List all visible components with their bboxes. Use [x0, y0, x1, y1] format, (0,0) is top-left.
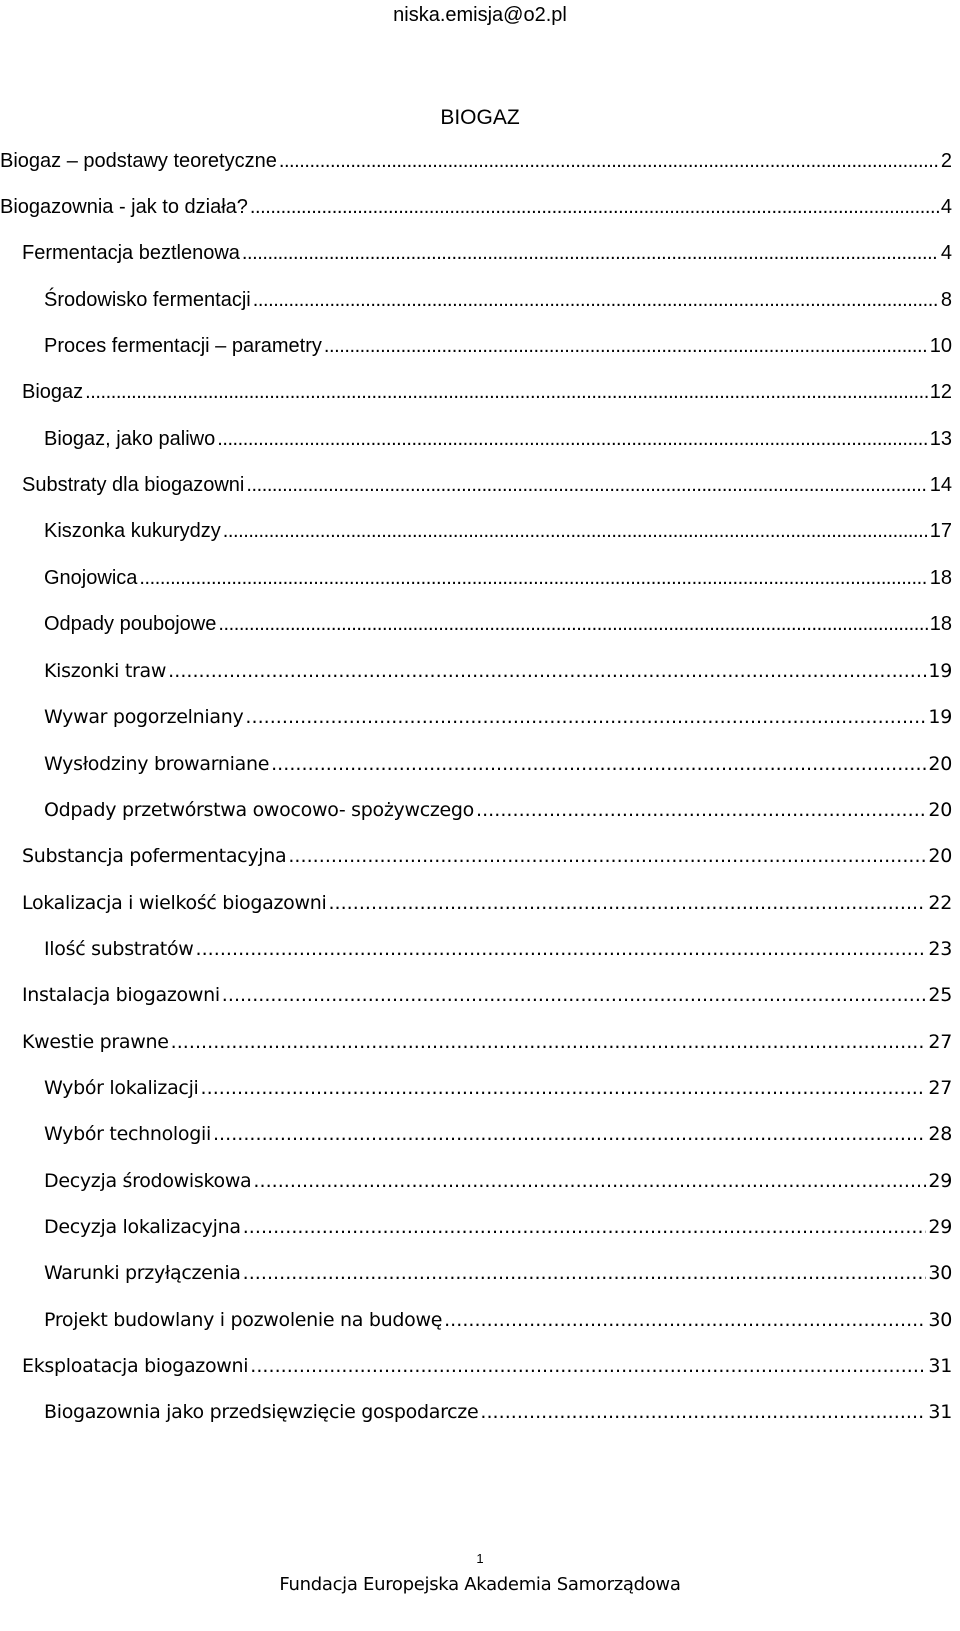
- toc-entry-title: Biogaz, jako paliwo: [44, 427, 216, 450]
- toc-entry-title: Biogaz: [22, 381, 84, 404]
- toc-entry[interactable]: [0, 277, 960, 323]
- document-title: BIOGAZ: [440, 106, 520, 129]
- toc-entry-title: Kiszonka kukurydzy: [44, 520, 221, 543]
- toc-entry[interactable]: [0, 880, 960, 926]
- toc-entry-page: 4: [940, 196, 952, 219]
- toc-entry-page: 18: [929, 613, 952, 636]
- toc-dot-leader: [279, 150, 939, 173]
- toc-entry[interactable]: [0, 694, 960, 740]
- toc-entry-page: 19: [928, 706, 952, 729]
- toc-entry[interactable]: [0, 462, 960, 508]
- toc-dot-leader: [213, 1123, 926, 1145]
- toc-entry-page: 12: [929, 381, 952, 404]
- toc-entry[interactable]: [0, 184, 960, 230]
- toc-dot-leader: [288, 845, 926, 867]
- toc-entry-title: Środowisko fermentacji: [44, 288, 251, 311]
- toc-entry[interactable]: [0, 416, 960, 462]
- toc-dot-leader: [243, 1262, 927, 1284]
- toc-dot-leader: [201, 1077, 927, 1099]
- toc-entry-page: 31: [928, 1401, 952, 1424]
- toc-entry-page: 20: [928, 752, 952, 775]
- toc-dot-leader: [476, 799, 926, 821]
- toc-entry[interactable]: [0, 1343, 960, 1389]
- toc-dot-leader: [444, 1309, 926, 1331]
- toc-entry-title: Wywar pogorzelniany: [44, 706, 244, 729]
- toc-entry[interactable]: [0, 231, 960, 277]
- toc-entry-page: 18: [929, 566, 952, 589]
- toc-dot-leader: [85, 381, 928, 404]
- toc-entry[interactable]: [0, 926, 960, 972]
- toc-entry-title: Biogazownia - jak to działa?: [0, 196, 248, 219]
- toc-entry-page: 2: [940, 149, 952, 172]
- toc-entry-page: 20: [928, 845, 952, 868]
- toc-dot-leader: [245, 706, 926, 728]
- toc-entry[interactable]: [0, 1065, 960, 1111]
- toc-entry-title: Substraty dla biogazowni: [22, 474, 245, 497]
- toc-entry-page: 13: [929, 427, 952, 450]
- footer-page-number: 1: [476, 1551, 484, 1566]
- toc-entry[interactable]: [0, 509, 960, 555]
- toc-entry-title: Decyzja lokalizacyjna: [44, 1216, 241, 1239]
- toc-dot-leader: [223, 520, 928, 543]
- toc-entry-page: 28: [928, 1123, 952, 1146]
- toc-entry[interactable]: [0, 1204, 960, 1250]
- toc-dot-leader: [250, 1355, 926, 1377]
- toc-entry[interactable]: [0, 1158, 960, 1204]
- toc-entry-page: 25: [928, 984, 952, 1007]
- footer-organization: Fundacja Europejska Akademia Samorządowa: [279, 1574, 681, 1595]
- toc-entry[interactable]: [0, 1111, 960, 1157]
- toc-dot-leader: [168, 660, 926, 682]
- toc-entry-page: 17: [929, 520, 952, 543]
- toc-entry-page: 4: [940, 242, 952, 265]
- toc-entry-page: 29: [928, 1169, 952, 1192]
- toc-entry-title: Gnojowica: [44, 566, 138, 589]
- toc-entry-page: 22: [928, 891, 952, 914]
- toc-entry-title: Odpady poubojowe: [44, 613, 217, 636]
- toc-entry-page: 20: [928, 798, 952, 821]
- toc-entry[interactable]: [0, 740, 960, 786]
- toc-dot-leader: [139, 567, 927, 590]
- toc-entry[interactable]: [0, 370, 960, 416]
- toc-dot-leader: [250, 196, 939, 219]
- toc-entry[interactable]: [0, 555, 960, 601]
- toc-entry[interactable]: [0, 833, 960, 879]
- toc-entry-page: 19: [928, 659, 952, 682]
- toc-entry-page: 8: [940, 288, 952, 311]
- toc-entry-title: Biogaz – podstawy teoretyczne: [0, 149, 277, 172]
- toc-dot-leader: [324, 335, 928, 358]
- toc-entry[interactable]: [0, 1297, 960, 1343]
- toc-entry-page: 29: [928, 1216, 952, 1239]
- toc-entry-title: Fermentacja beztlenowa: [22, 242, 240, 265]
- toc-dot-leader: [242, 242, 939, 265]
- toc-entry-page: 27: [928, 1030, 952, 1053]
- toc-entry-title: Proces fermentacji – parametry: [44, 335, 322, 358]
- toc-dot-leader: [246, 474, 927, 497]
- toc-entry[interactable]: [0, 1019, 960, 1065]
- toc-entry-title: Wybór technologii: [44, 1123, 211, 1146]
- toc-entry-page: 27: [928, 1077, 952, 1100]
- toc-dot-leader: [171, 1031, 927, 1053]
- toc-entry-page: 31: [928, 1355, 952, 1378]
- toc-entry-title: Wybór lokalizacji: [44, 1077, 199, 1100]
- toc-entry-title: Wysłodziny browarniane: [44, 752, 270, 775]
- toc-entry-title: Warunki przyłączenia: [44, 1262, 241, 1285]
- toc-entry[interactable]: [0, 1250, 960, 1296]
- toc-dot-leader: [222, 984, 927, 1006]
- toc-entry-page: 23: [928, 938, 952, 961]
- toc-entry[interactable]: [0, 1389, 960, 1435]
- toc-dot-leader: [196, 938, 927, 960]
- toc-entry-title: Odpady przetwórstwa owocowo- spożywczego: [44, 798, 475, 821]
- toc-entry[interactable]: [0, 787, 960, 833]
- toc-entry-title: Biogazownia jako przedsięwzięcie gospodarcze: [44, 1401, 479, 1424]
- toc-entry-title: Kiszonki traw: [44, 659, 167, 682]
- toc-entry-page: 10: [929, 335, 952, 358]
- toc-entry-page: 14: [929, 474, 952, 497]
- toc-entry[interactable]: [0, 972, 960, 1018]
- toc-entry-page: 30: [928, 1308, 952, 1331]
- toc-entry[interactable]: [0, 601, 960, 647]
- toc-entry[interactable]: [0, 323, 960, 369]
- toc-entry-title: Projekt budowlany i pozwolenie na budowę: [44, 1308, 443, 1331]
- toc-dot-leader: [218, 613, 927, 636]
- toc-entry-title: Substancja pofermentacyjna: [22, 845, 287, 868]
- toc-dot-leader: [271, 753, 926, 775]
- toc-entry-title: Lokalizacja i wielkość biogazowni: [22, 891, 327, 914]
- toc-entry-title: Instalacja biogazowni: [22, 984, 220, 1007]
- toc-entry-page: 30: [928, 1262, 952, 1285]
- toc-entry-title: Eksploatacja biogazowni: [22, 1355, 249, 1378]
- toc-dot-leader: [253, 1170, 926, 1192]
- header-email: niska.emisja@o2.pl: [393, 4, 567, 26]
- toc-entry-title: Decyzja środowiskowa: [44, 1169, 252, 1192]
- toc-entry[interactable]: [0, 648, 960, 694]
- toc-dot-leader: [480, 1401, 926, 1423]
- toc-entry-title: Ilość substratów: [44, 938, 194, 961]
- toc-entry[interactable]: [0, 138, 960, 184]
- toc-entry-title: Kwestie prawne: [22, 1030, 169, 1053]
- toc-dot-leader: [328, 892, 926, 914]
- table-of-contents: [0, 138, 960, 1436]
- toc-dot-leader: [243, 1216, 927, 1238]
- toc-dot-leader: [217, 428, 928, 451]
- toc-dot-leader: [253, 289, 939, 312]
